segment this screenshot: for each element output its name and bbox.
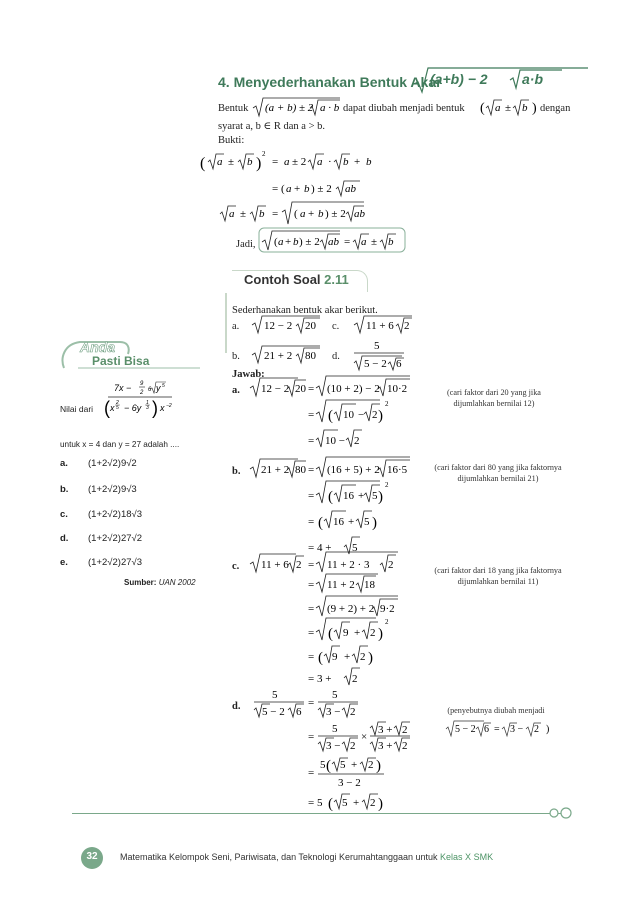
sidebar-source bbox=[124, 578, 196, 587]
svg-text:5: 5 bbox=[352, 542, 358, 554]
answer-b-steps bbox=[248, 455, 418, 559]
svg-text:=: = bbox=[272, 156, 279, 168]
svg-text:(a + b) ± 2: (a + b) ± 2 bbox=[265, 102, 314, 114]
svg-text:±: ± bbox=[228, 156, 235, 168]
intro-middle: dapat diubah menjadi bentuk bbox=[343, 103, 465, 114]
svg-text:): ) bbox=[152, 398, 158, 418]
heading-formula bbox=[412, 64, 592, 96]
svg-text:3 −: 3 − bbox=[510, 724, 524, 735]
svg-text:± 2: ± 2 bbox=[292, 156, 307, 168]
svg-text:a: a bbox=[278, 236, 284, 248]
svg-text:2: 2 bbox=[296, 559, 302, 571]
svg-text:a: a bbox=[286, 183, 292, 195]
answer-d-steps bbox=[248, 688, 418, 812]
svg-text:a: a bbox=[495, 102, 501, 114]
svg-text:+: + bbox=[358, 490, 365, 502]
svg-text:3 −: 3 − bbox=[326, 740, 341, 752]
svg-text:= 3 +: = 3 + bbox=[308, 673, 332, 685]
svg-text:+: + bbox=[353, 797, 360, 809]
svg-text:21 + 2: 21 + 2 bbox=[261, 464, 290, 476]
svg-text:(: ( bbox=[318, 515, 323, 531]
svg-text:10: 10 bbox=[343, 409, 354, 421]
svg-text:18: 18 bbox=[364, 579, 375, 591]
contoh-divider bbox=[225, 293, 227, 353]
answer-d-letter: d. bbox=[232, 701, 241, 712]
option-b-letter: b. bbox=[60, 484, 69, 495]
problem-d-letter: d. bbox=[332, 351, 340, 362]
option-e-text: (1+2√2)27√3 bbox=[88, 557, 143, 568]
svg-text:) ± 2: ) ± 2 bbox=[325, 208, 346, 220]
svg-text:): ) bbox=[368, 650, 373, 666]
svg-text:=: = bbox=[308, 383, 315, 395]
svg-text:+: + bbox=[348, 516, 355, 528]
svg-text:=: = bbox=[308, 464, 315, 476]
source-label: Sumber: bbox=[124, 578, 157, 587]
svg-text:b: b bbox=[366, 156, 372, 168]
svg-text:2: 2 bbox=[534, 724, 539, 735]
option-a-letter: a. bbox=[60, 458, 68, 469]
svg-text:5: 5 bbox=[116, 405, 119, 411]
svg-text:a: a bbox=[317, 156, 323, 168]
svg-text:2: 2 bbox=[262, 150, 266, 158]
svg-text:+: + bbox=[308, 208, 315, 220]
svg-text:1: 1 bbox=[146, 400, 149, 406]
svg-text:y: y bbox=[156, 383, 161, 393]
intro-dengan: dengan bbox=[540, 103, 571, 114]
answer-c-letter: c. bbox=[232, 561, 240, 572]
svg-text:2: 2 bbox=[116, 400, 119, 406]
svg-text:) ± 2: ) ± 2 bbox=[299, 236, 320, 248]
svg-text:=: = bbox=[308, 627, 315, 639]
svg-text:=: = bbox=[308, 767, 315, 779]
svg-text:5 − 2: 5 − 2 bbox=[262, 706, 285, 718]
svg-text:+: + bbox=[354, 156, 361, 168]
svg-text:+: + bbox=[344, 651, 351, 663]
svg-text:2: 2 bbox=[350, 740, 356, 752]
svg-text:(: ( bbox=[200, 155, 206, 172]
svg-text:11 + 6: 11 + 6 bbox=[366, 320, 394, 332]
svg-text:6: 6 bbox=[396, 358, 402, 370]
svg-text:16·5: 16·5 bbox=[387, 464, 408, 476]
svg-text:ab: ab bbox=[354, 208, 365, 220]
svg-text:7x −: 7x − bbox=[114, 383, 132, 393]
svg-text:(: ( bbox=[328, 796, 333, 812]
note-d-formula bbox=[444, 718, 554, 738]
svg-text:(9 + 2) + 2: (9 + 2) + 2 bbox=[327, 603, 375, 615]
svg-text:2: 2 bbox=[402, 740, 408, 752]
svg-text:9·2: 9·2 bbox=[380, 603, 395, 615]
svg-text:=: = bbox=[308, 697, 315, 709]
svg-text:11 + 2 · 3: 11 + 2 · 3 bbox=[327, 559, 370, 571]
badge-pasti-bisa: Pasti Bisa bbox=[92, 354, 150, 368]
svg-text:10 −: 10 − bbox=[325, 435, 345, 447]
answer-b-letter: b. bbox=[232, 466, 241, 477]
svg-text:): ) bbox=[376, 758, 381, 774]
svg-text:): ) bbox=[378, 489, 383, 505]
option-d-text: (1+2√2)27√2 bbox=[88, 533, 143, 544]
svg-text:80: 80 bbox=[305, 350, 316, 362]
svg-text:): ) bbox=[378, 626, 383, 642]
svg-text:b: b bbox=[522, 102, 528, 114]
svg-text:=: = bbox=[308, 603, 315, 615]
svg-text:b: b bbox=[304, 183, 310, 195]
svg-text:(10 + 2) − 2: (10 + 2) − 2 bbox=[327, 383, 380, 395]
svg-text:b: b bbox=[388, 236, 394, 248]
svg-text:9: 9 bbox=[140, 381, 144, 387]
svg-text:2: 2 bbox=[360, 651, 366, 663]
svg-text:20: 20 bbox=[295, 383, 306, 395]
intro-formula-2 bbox=[480, 96, 538, 118]
svg-text:(: ( bbox=[104, 398, 110, 418]
svg-text:5: 5 bbox=[162, 383, 165, 389]
svg-text:): ) bbox=[378, 408, 383, 424]
svg-text:3 +: 3 + bbox=[378, 724, 393, 736]
svg-text:= 5: = 5 bbox=[308, 797, 323, 809]
svg-text:(: ( bbox=[328, 489, 333, 505]
svg-text:a: a bbox=[284, 156, 290, 168]
intro-bentuk: Bentuk bbox=[218, 103, 249, 114]
svg-text:(: ( bbox=[480, 101, 485, 116]
svg-text:3 −: 3 − bbox=[326, 706, 341, 718]
note-c: (cari faktor dari 18 yang jika faktornya dijumlahkan bernilai 11) bbox=[434, 566, 562, 586]
svg-text:20: 20 bbox=[305, 320, 316, 332]
sidebar-question-expr bbox=[102, 378, 192, 428]
svg-text:5: 5 bbox=[372, 490, 378, 502]
svg-text:−: − bbox=[358, 409, 365, 421]
answer-c-steps bbox=[248, 550, 418, 686]
svg-text:5: 5 bbox=[340, 759, 346, 771]
svg-text:=: = bbox=[308, 731, 315, 743]
svg-text:2: 2 bbox=[385, 481, 389, 489]
svg-text:x: x bbox=[160, 403, 165, 413]
svg-text:(: ( bbox=[274, 236, 278, 248]
problem-c-letter: c. bbox=[332, 321, 340, 332]
svg-text:6: 6 bbox=[296, 706, 302, 718]
svg-text:5: 5 bbox=[374, 340, 380, 352]
svg-text:=: = bbox=[308, 651, 315, 663]
svg-text:): ) bbox=[546, 724, 550, 735]
svg-text:+: + bbox=[351, 759, 358, 771]
svg-text:b: b bbox=[343, 156, 349, 168]
svg-text:= (: = ( bbox=[272, 183, 285, 195]
svg-text:=: = bbox=[308, 559, 315, 571]
svg-text:−2: −2 bbox=[166, 403, 172, 409]
svg-text:a · b: a · b bbox=[320, 102, 340, 114]
svg-text:2: 2 bbox=[370, 797, 376, 809]
svg-text:+: + bbox=[285, 236, 292, 248]
svg-text:5: 5 bbox=[320, 759, 326, 771]
svg-text:(: ( bbox=[294, 208, 298, 220]
svg-text:+: + bbox=[354, 627, 361, 639]
svg-text:5: 5 bbox=[332, 689, 338, 701]
svg-text:b: b bbox=[247, 156, 253, 168]
svg-text:=: = bbox=[272, 208, 279, 220]
svg-text:b: b bbox=[259, 208, 265, 220]
svg-text:ab: ab bbox=[345, 183, 356, 195]
svg-text:5 − 2: 5 − 2 bbox=[364, 358, 387, 370]
answer-a-steps bbox=[248, 374, 418, 452]
footer-book-title: Matematika Kelompok Seni, Pariwisata, dan Teknologi Kerumahtanggaan untuk bbox=[120, 852, 438, 862]
problem-a-letter: a. bbox=[232, 321, 240, 332]
option-c-text: (1+2√2)18√3 bbox=[88, 509, 143, 520]
intro-formula-1 bbox=[252, 96, 342, 118]
svg-text:=: = bbox=[308, 516, 315, 528]
option-e-letter: e. bbox=[60, 557, 68, 568]
contoh-soal-heading bbox=[244, 272, 349, 287]
svg-text:±: ± bbox=[371, 236, 378, 248]
option-c-letter: c. bbox=[60, 509, 68, 520]
svg-text:2: 2 bbox=[370, 627, 376, 639]
svg-text:): ) bbox=[372, 515, 377, 531]
svg-text:a: a bbox=[361, 236, 367, 248]
option-d-letter: d. bbox=[60, 533, 69, 544]
svg-text:+: + bbox=[294, 183, 301, 195]
jadi-label: Jadi, bbox=[236, 239, 256, 250]
svg-text:(: ( bbox=[328, 408, 333, 424]
svg-text:(a+b) − 2: (a+b) − 2 bbox=[430, 71, 488, 87]
conclusion-formula bbox=[258, 226, 408, 254]
contoh-soal-label: Contoh Soal bbox=[244, 272, 321, 287]
svg-text:x: x bbox=[110, 403, 115, 413]
answer-a-letter: a. bbox=[232, 385, 240, 396]
svg-text:=: = bbox=[344, 236, 351, 248]
footer-rule bbox=[72, 813, 570, 814]
svg-text:10·2: 10·2 bbox=[387, 383, 408, 395]
svg-text:(: ( bbox=[328, 626, 333, 642]
svg-text:2: 2 bbox=[385, 618, 389, 626]
bukti-label: Bukti: bbox=[218, 135, 245, 146]
svg-text:11 + 2: 11 + 2 bbox=[327, 579, 355, 591]
svg-text:2: 2 bbox=[140, 390, 144, 396]
svg-text:·: · bbox=[328, 156, 332, 168]
svg-text:= 4 +: = 4 + bbox=[308, 542, 332, 554]
svg-text:2: 2 bbox=[372, 409, 378, 421]
svg-text:2: 2 bbox=[350, 706, 356, 718]
problem-d bbox=[352, 338, 412, 372]
svg-text:=: = bbox=[308, 490, 315, 502]
svg-text:9: 9 bbox=[343, 627, 349, 639]
contoh-soal-number: 2.11 bbox=[324, 272, 349, 287]
svg-text:16: 16 bbox=[333, 516, 344, 528]
svg-text:11 + 6: 11 + 6 bbox=[261, 559, 289, 571]
svg-text:±: ± bbox=[505, 102, 512, 114]
svg-text:2: 2 bbox=[385, 400, 389, 408]
svg-text:(: ( bbox=[318, 650, 323, 666]
svg-text:3 +: 3 + bbox=[378, 740, 393, 752]
note-d: (penyebutnya diubah menjadi bbox=[447, 706, 545, 715]
svg-text:=: = bbox=[308, 409, 315, 421]
svg-text:2: 2 bbox=[404, 320, 410, 332]
svg-text:2: 2 bbox=[388, 559, 394, 571]
svg-text:3 − 2: 3 − 2 bbox=[338, 777, 361, 789]
problem-a bbox=[250, 313, 330, 335]
svg-text:2: 2 bbox=[354, 435, 360, 447]
svg-text:(16 + 5) + 2: (16 + 5) + 2 bbox=[327, 464, 380, 476]
svg-text:5 − 2: 5 − 2 bbox=[455, 724, 476, 735]
svg-text:): ) bbox=[532, 101, 537, 116]
svg-text:12 − 2: 12 − 2 bbox=[261, 383, 290, 395]
svg-text:a: a bbox=[300, 208, 306, 220]
source-value: UAN 2002 bbox=[158, 578, 196, 587]
problem-b-letter: b. bbox=[232, 351, 240, 362]
svg-text:ab: ab bbox=[328, 236, 339, 248]
svg-text:2: 2 bbox=[402, 724, 408, 736]
svg-text:6: 6 bbox=[148, 387, 152, 393]
svg-text:5: 5 bbox=[342, 797, 348, 809]
svg-text:80: 80 bbox=[295, 464, 306, 476]
problem-c bbox=[352, 313, 432, 335]
svg-text:): ) bbox=[378, 796, 383, 812]
svg-text:b: b bbox=[293, 236, 299, 248]
svg-text:2: 2 bbox=[368, 759, 374, 771]
badge-anda: Anda bbox=[80, 339, 115, 355]
footer-class: Kelas X SMK bbox=[440, 852, 494, 862]
section-title: 4. Menyederhanakan Bentuk Akar bbox=[218, 74, 442, 90]
svg-text:5: 5 bbox=[364, 516, 370, 528]
svg-text:=: = bbox=[308, 579, 315, 591]
contoh-instruction: Sederhanakan bentuk akar berikut. bbox=[232, 305, 378, 316]
svg-text:5: 5 bbox=[272, 689, 278, 701]
svg-text:(: ( bbox=[326, 758, 331, 774]
svg-text:b: b bbox=[318, 208, 324, 220]
svg-text:9: 9 bbox=[332, 651, 338, 663]
svg-text:2: 2 bbox=[352, 673, 358, 685]
svg-text:− 6y: − 6y bbox=[124, 403, 142, 413]
note-b: (cari faktor dari 80 yang jika faktornya dijumlahkan bernilai 21) bbox=[434, 463, 562, 483]
svg-text:±: ± bbox=[240, 208, 247, 220]
svg-text:5: 5 bbox=[332, 723, 338, 735]
page-number: 32 bbox=[86, 851, 98, 862]
svg-text:a·b: a·b bbox=[522, 71, 543, 87]
footer-text bbox=[120, 852, 493, 862]
svg-text:=: = bbox=[494, 724, 500, 735]
svg-text:6: 6 bbox=[484, 724, 489, 735]
option-b-text: (1+2√2)9√3 bbox=[88, 484, 137, 495]
svg-text:3: 3 bbox=[146, 405, 149, 411]
intro-syarat: syarat a, b ∈ R dan a > b. bbox=[218, 121, 325, 132]
svg-text:): ) bbox=[256, 155, 262, 172]
svg-text:×: × bbox=[361, 731, 368, 743]
svg-text:=: = bbox=[308, 435, 315, 447]
option-a-text: (1+2√2)9√2 bbox=[88, 458, 137, 469]
sidebar-question-prefix: Nilai dari bbox=[60, 404, 94, 414]
svg-text:16: 16 bbox=[343, 490, 354, 502]
jawab-label: Jawab: bbox=[232, 369, 265, 380]
svg-text:) ± 2: ) ± 2 bbox=[311, 183, 332, 195]
note-a: (cari faktor dari 20 yang jika dijumlahkan bernilai 12) bbox=[447, 388, 541, 408]
svg-text:21 + 2: 21 + 2 bbox=[264, 350, 293, 362]
svg-text:12 − 2: 12 − 2 bbox=[264, 320, 293, 332]
sidebar-condition: untuk x = 4 dan y = 27 adalah .... bbox=[60, 440, 180, 449]
svg-text:a: a bbox=[217, 156, 223, 168]
svg-text:a: a bbox=[229, 208, 235, 220]
footer-circles-icon bbox=[548, 806, 574, 820]
problem-b bbox=[250, 343, 330, 365]
